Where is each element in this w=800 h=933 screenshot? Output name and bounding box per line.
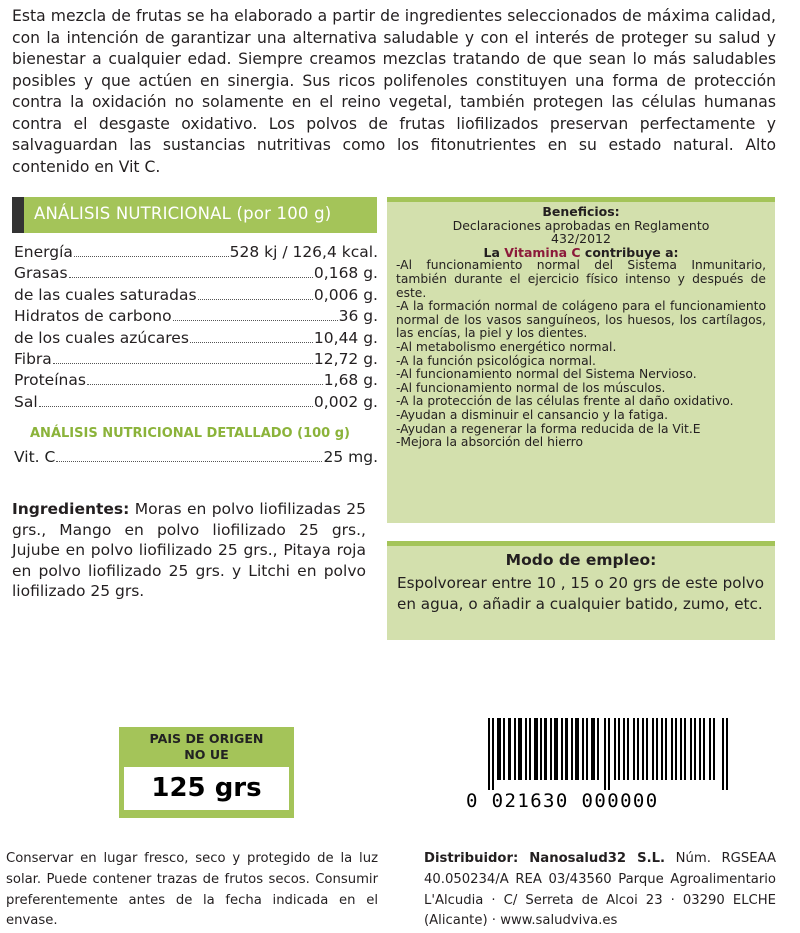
benefit-item: -Ayudan a regenerar la forma reducida de la Vit.E: [396, 421, 701, 436]
benefit-item: -Al metabolismo energético normal.: [396, 339, 617, 354]
dot-leader: [56, 461, 322, 462]
benefits-top-bar: [387, 197, 775, 202]
dot-leader: [87, 384, 323, 385]
nutrition-header: [12, 197, 377, 233]
benefits-intro: [396, 246, 766, 260]
ingredients-paragraph: [12, 499, 366, 602]
nutrition-title: ANÁLISIS NUTRICIONAL (por 100 g): [34, 204, 332, 223]
ingredients-label: Ingredientes:: [12, 500, 130, 518]
dot-leader: [74, 256, 229, 257]
benefits-panel: [387, 197, 775, 523]
dot-leader: [39, 406, 313, 407]
nutrition-value: 0,006 g.: [313, 285, 378, 304]
intro-paragraph: Esta mezcla de frutas se ha elaborado a partir de ingredientes seleccionados de máxima calidad, con la intención de garantizar una alternativa saludable y con el interés de proteger su salud y bienestar a cualquier edad. Siempre creamos mezclas tratando de que sean lo más saludables posibles y que actúen en sinergia. Sus ricos polifenoles constituyen una forma de protección contra la oxidación no solamente en el reino vegetal, también protegen las células humanas contra el desgaste oxidativo. Los polvos de frutas liofilizados preservan perfectamente y salvaguardan las sustancias nutritivas como los fitonutrientes en su estado natural. Alto contenido en Vit C.: [12, 7, 776, 176]
nutrition-value: 12,72 g.: [313, 349, 378, 368]
dot-leader: [173, 320, 338, 321]
benefit-item: -A la función psicológica normal.: [396, 353, 596, 368]
benefit-item: -Mejora la absorción del hierro: [396, 435, 583, 450]
ingredients-text: Moras en polvo liofilizadas 25 grs., Mango en polvo liofilizado 25 grs., Jujube en polvo liofilizado 25 grs., Pitaya roja en polvo liofilizado 25 grs. y Litchi en polvo liofilizado 25 grs.: [12, 500, 366, 600]
benefits-intro-suffix: contribuye a:: [580, 244, 679, 260]
nutrition-label: Fibra: [14, 349, 52, 368]
benefit-item: -Al funcionamiento normal del Sistema Inmunitario, también durante el ejercicio físico intenso y después de este.: [396, 258, 766, 300]
nutrition-label: Sal: [14, 392, 38, 411]
origin-line-1: PAIS DE ORIGEN: [149, 731, 264, 746]
net-weight: 125 grs: [124, 767, 289, 810]
nutrition-row: [14, 263, 378, 284]
dot-leader: [190, 342, 313, 343]
dot-leader: [198, 299, 313, 300]
nutrition-label: Hidratos de carbono: [14, 307, 172, 326]
barcode-icon: [488, 718, 730, 790]
benefit-item: -Al funcionamiento normal del Sistema Nervioso.: [396, 367, 697, 382]
detailed-nutrition-table: [14, 448, 378, 469]
storage-paragraph: Conservar en lugar fresco, seco y protegido de la luz solar. Puede contener trazas de frutos secos. Consumir preferentemente antes de la fecha indicada en el envase.: [6, 851, 378, 929]
nutrition-row: [14, 370, 378, 391]
barcode-number: 0 021630 000000: [466, 790, 659, 812]
benefits-intro-vitamin: Vitamina C: [504, 244, 581, 260]
nutrition-row: [14, 285, 378, 306]
origin-badge: [119, 727, 294, 818]
nutrition-value: 0,002 g.: [313, 392, 378, 411]
benefits-title: Beneficios:: [542, 204, 620, 219]
usage-text: Espolvorear entre 10 , 15 o 20 grs de este polvo en agua, o añadir a cualquier batido, zumo, etc.: [397, 574, 765, 613]
nutrition-row: [14, 242, 378, 263]
detailed-nutrition-title: ANÁLISIS NUTRICIONAL DETALLADO (100 g): [30, 426, 350, 441]
dot-leader: [69, 277, 313, 278]
nutrition-label: Grasas: [14, 264, 68, 283]
distributor-label: Distribuidor: Nanosalud32 S.L.: [424, 851, 666, 866]
benefit-item: -A la formación normal de colágeno para el funcionamiento normal de los vasos sanguíneos, los huesos, los cartílagos, las encías, la piel y los dientes.: [396, 299, 766, 341]
nutrition-row: [14, 306, 378, 327]
usage-panel: [387, 541, 775, 640]
nutrition-value: 10,44 g.: [313, 328, 378, 347]
benefit-item: -Ayudan a disminuir el cansancio y la fatiga.: [396, 407, 669, 422]
benefits-subtitle-1: Declaraciones aprobadas en Reglamento: [452, 217, 710, 233]
nutrition-label: de los cuales azúcares: [14, 328, 189, 347]
nutrition-row: [14, 448, 378, 469]
nutrition-value: 36 g.: [338, 307, 378, 326]
nutrition-label: Energía: [14, 243, 73, 261]
distributor-text: Núm. RGSEAA 40.050234/A REA 03/43560 Parque Agroalimentario L'Alcudia · C/ Serreta de Alcoi 23 · 03290 ELCHE (Alicante) · www.saludviva.es: [424, 851, 776, 929]
nutrition-row: [14, 349, 378, 370]
usage-top-bar: [387, 541, 775, 546]
nutrition-value: 25 mg.: [323, 448, 378, 466]
nutrition-header-bar: [12, 197, 24, 233]
nutrition-value: 1,68 g.: [323, 371, 378, 390]
benefit-item: -Al funcionamiento normal de los músculos.: [396, 380, 666, 395]
distributor-paragraph: [424, 849, 776, 932]
benefits-intro-prefix: La: [483, 244, 505, 260]
dot-leader: [53, 363, 313, 364]
nutrition-row: [14, 392, 378, 413]
benefits-subtitle-2: 432/2012: [551, 231, 611, 247]
nutrition-value: 528 kj / 126,4 kcal.: [229, 243, 378, 261]
nutrition-table: [14, 242, 378, 413]
nutrition-value: 0,168 g.: [313, 264, 378, 283]
usage-title: Modo de empleo:: [505, 551, 657, 569]
nutrition-label: de las cuales saturadas: [14, 285, 197, 304]
nutrition-label: Vit. C: [14, 448, 56, 466]
nutrition-row: [14, 328, 378, 349]
origin-line-2: NO UE: [184, 747, 229, 762]
benefit-item: -A la protección de las células frente al daño oxidativo.: [396, 394, 734, 409]
benefits-content: [396, 205, 766, 450]
nutrition-label: Proteínas: [14, 371, 86, 390]
